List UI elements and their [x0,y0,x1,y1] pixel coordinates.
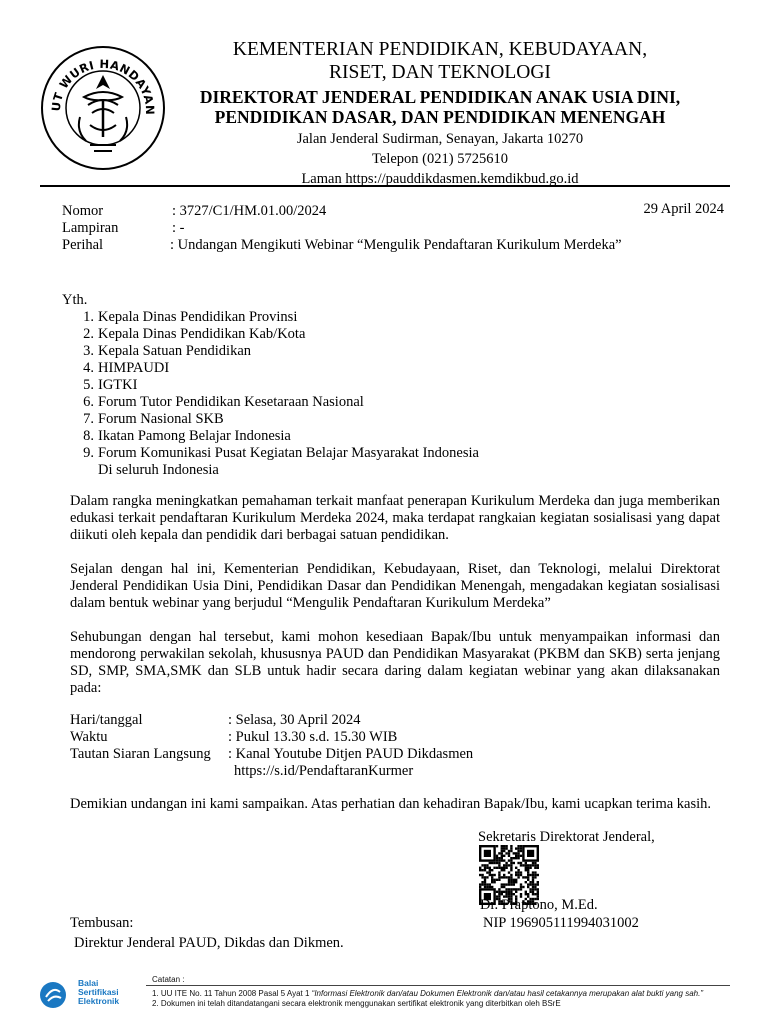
nomor-label: Nomor [62,203,104,219]
recipients [62,292,722,479]
lampiran-label: Lampiran [62,220,119,236]
list-item: 1. Kepala Dinas Pendidikan Provinsi [83,309,298,325]
cc-label: Tembusan: [70,915,134,931]
event-details [70,712,720,780]
salutation: Yth. [62,292,88,308]
list-item: 9. Forum Komunikasi Pusat Kegiatan Belajar Masyarakat Indonesia [83,445,479,461]
list-item: 4. HIMPAUDI [83,360,170,376]
day-value: : Selasa, 30 April 2024 [228,712,361,728]
phone: Telepon (021) 5725610 [372,150,508,167]
day-label: Hari/tanggal [70,712,143,728]
address: Jalan Jenderal Sudirman, Senayan, Jakarta 10270 [296,130,584,147]
recipient-list [83,309,722,479]
signer-name: Dr. Praptono, M.Ed. [480,897,598,913]
list-item: 8. Ikatan Pamong Belajar Indonesia [83,428,291,444]
logo-motto-text: UT WURI HANDAYAN [48,56,158,116]
qr-code [479,845,539,905]
bsre-logo [38,978,148,1012]
list-item: 7. Forum Nasional SKB [83,411,224,427]
footer-notes [152,975,742,1009]
website: Laman https://pauddikdasmen.kemdikbud.go.id [301,171,579,188]
link-label: Tautan Siaran Langsung [70,746,211,762]
bsre-line-2: Sertifikasi [78,987,119,997]
webinar-link[interactable]: https://s.id/PendaftaranKurmer [234,763,414,779]
bsre-line-1: Balai [78,978,99,988]
bsre-emblem-icon [40,982,66,1008]
footer-note-2: 2. Dokumen ini telah ditandatangani secara elektronik menggunakan sertifikat elektronik yang diterbitkan oleh BSrE [152,999,561,1008]
perihal-label: Perihal [62,237,104,253]
nomor-value: : 3727/C1/HM.01.00/2024 [172,203,327,219]
cc-item: Direktur Jenderal PAUD, Dikdas dan Dikmen. [74,935,344,951]
letterhead [150,40,730,187]
ministry-line-2: RISET, DAN TEKNOLOGI [329,62,551,84]
signature-title: Sekretaris Direktorat Jenderal, [478,829,655,845]
directorate-line-2: PENDIDIKAN DASAR, DAN PENDIDIKAN MENENGAH [214,107,666,128]
ministry-line-1: KEMENTERIAN PENDIDIKAN, KEBUDAYAAN, [232,39,648,60]
footer-note-1: 1. UU ITE No. 11 Tahun 2008 Pasal 5 Ayat 1 “Informasi Elektronik dan/atau Dokumen Elektronik dan/atau hasil cetakannya merupakan alat bukti yang sah.” [152,989,703,998]
link-value: : Kanal Youtube Ditjen PAUD Dikdasmen [228,746,474,762]
list-item: 2. Kepala Dinas Pendidikan Kab/Kota [83,326,306,342]
header-divider [40,185,730,187]
lampiran-value: : - [172,220,185,236]
footer-catatan: Catatan : [152,975,185,984]
letter-date: 29 April 2024 [643,201,724,217]
directorate-line-1: DIREKTORAT JENDERAL PENDIDIKAN ANAK USIA DINI, [199,86,681,107]
tut-wuri-handayani-logo [40,45,166,171]
paragraph-1: Dalam rangka meningkatkan pemahaman terkait manfaat penerapan Kurikulum Merdeka dan juga memberikan edukasi terkait pendaftaran Kurikulum Merdeka 2024, maka terdapat rangkaian kegiatan sosialisasi yang dapat diikuti oleh kepala dan pendidik dari berbagai satuan pendidikan. [70,493,720,543]
signer-nip: NIP 196905111994031002 [483,915,639,931]
time-label: Waktu [70,729,108,745]
letter-meta [62,203,732,254]
closing-paragraph: Demikian undangan ini kami sampaikan. Atas perhatian dan kehadiran Bapak/Ibu, kami ucapkan terima kasih. [70,796,712,812]
perihal-value: : Undangan Mengikuti Webinar “Mengulik Pendaftaran Kurikulum Merdeka” [170,237,622,253]
list-item: 5. IGTKI [83,377,138,393]
time-value: : Pukul 13.30 s.d. 15.30 WIB [228,729,398,745]
list-item: 6. Forum Tutor Pendidikan Kesetaraan Nasional [83,394,364,410]
list-item: 3. Kepala Satuan Pendidikan [83,343,252,359]
paragraph-2: Sejalan dengan hal ini, Kementerian Pendidikan, Kebudayaan, Riset, dan Teknologi, melalui Direktorat Jenderal Pendidikan Usia Dini, Pendidikan Dasar dan Pendidikan Menengah, mengadakan kegiatan sosialisasi dalam bentuk webinar yang berjudul “Mengulik Pendaftaran Kurikulum Merdeka” [70,561,720,611]
paragraph-3: Sehubungan dengan hal tersebut, kami mohon kesediaan Bapak/Ibu untuk menyampaikan informasi dan mendorong perwakilan sekolah, khususnya PAUD dan Pendidikan Masyarakat (PKBM dan SKB) serta jenjang SD, SMP, SMA,SMK dan SLB untuk hadir secara daring dalam kegiatan webinar yang akan dilaksanakan pada: [70,629,720,696]
bsre-line-3: Elektronik [78,996,120,1006]
recipient-location: Di seluruh Indonesia [98,462,219,478]
